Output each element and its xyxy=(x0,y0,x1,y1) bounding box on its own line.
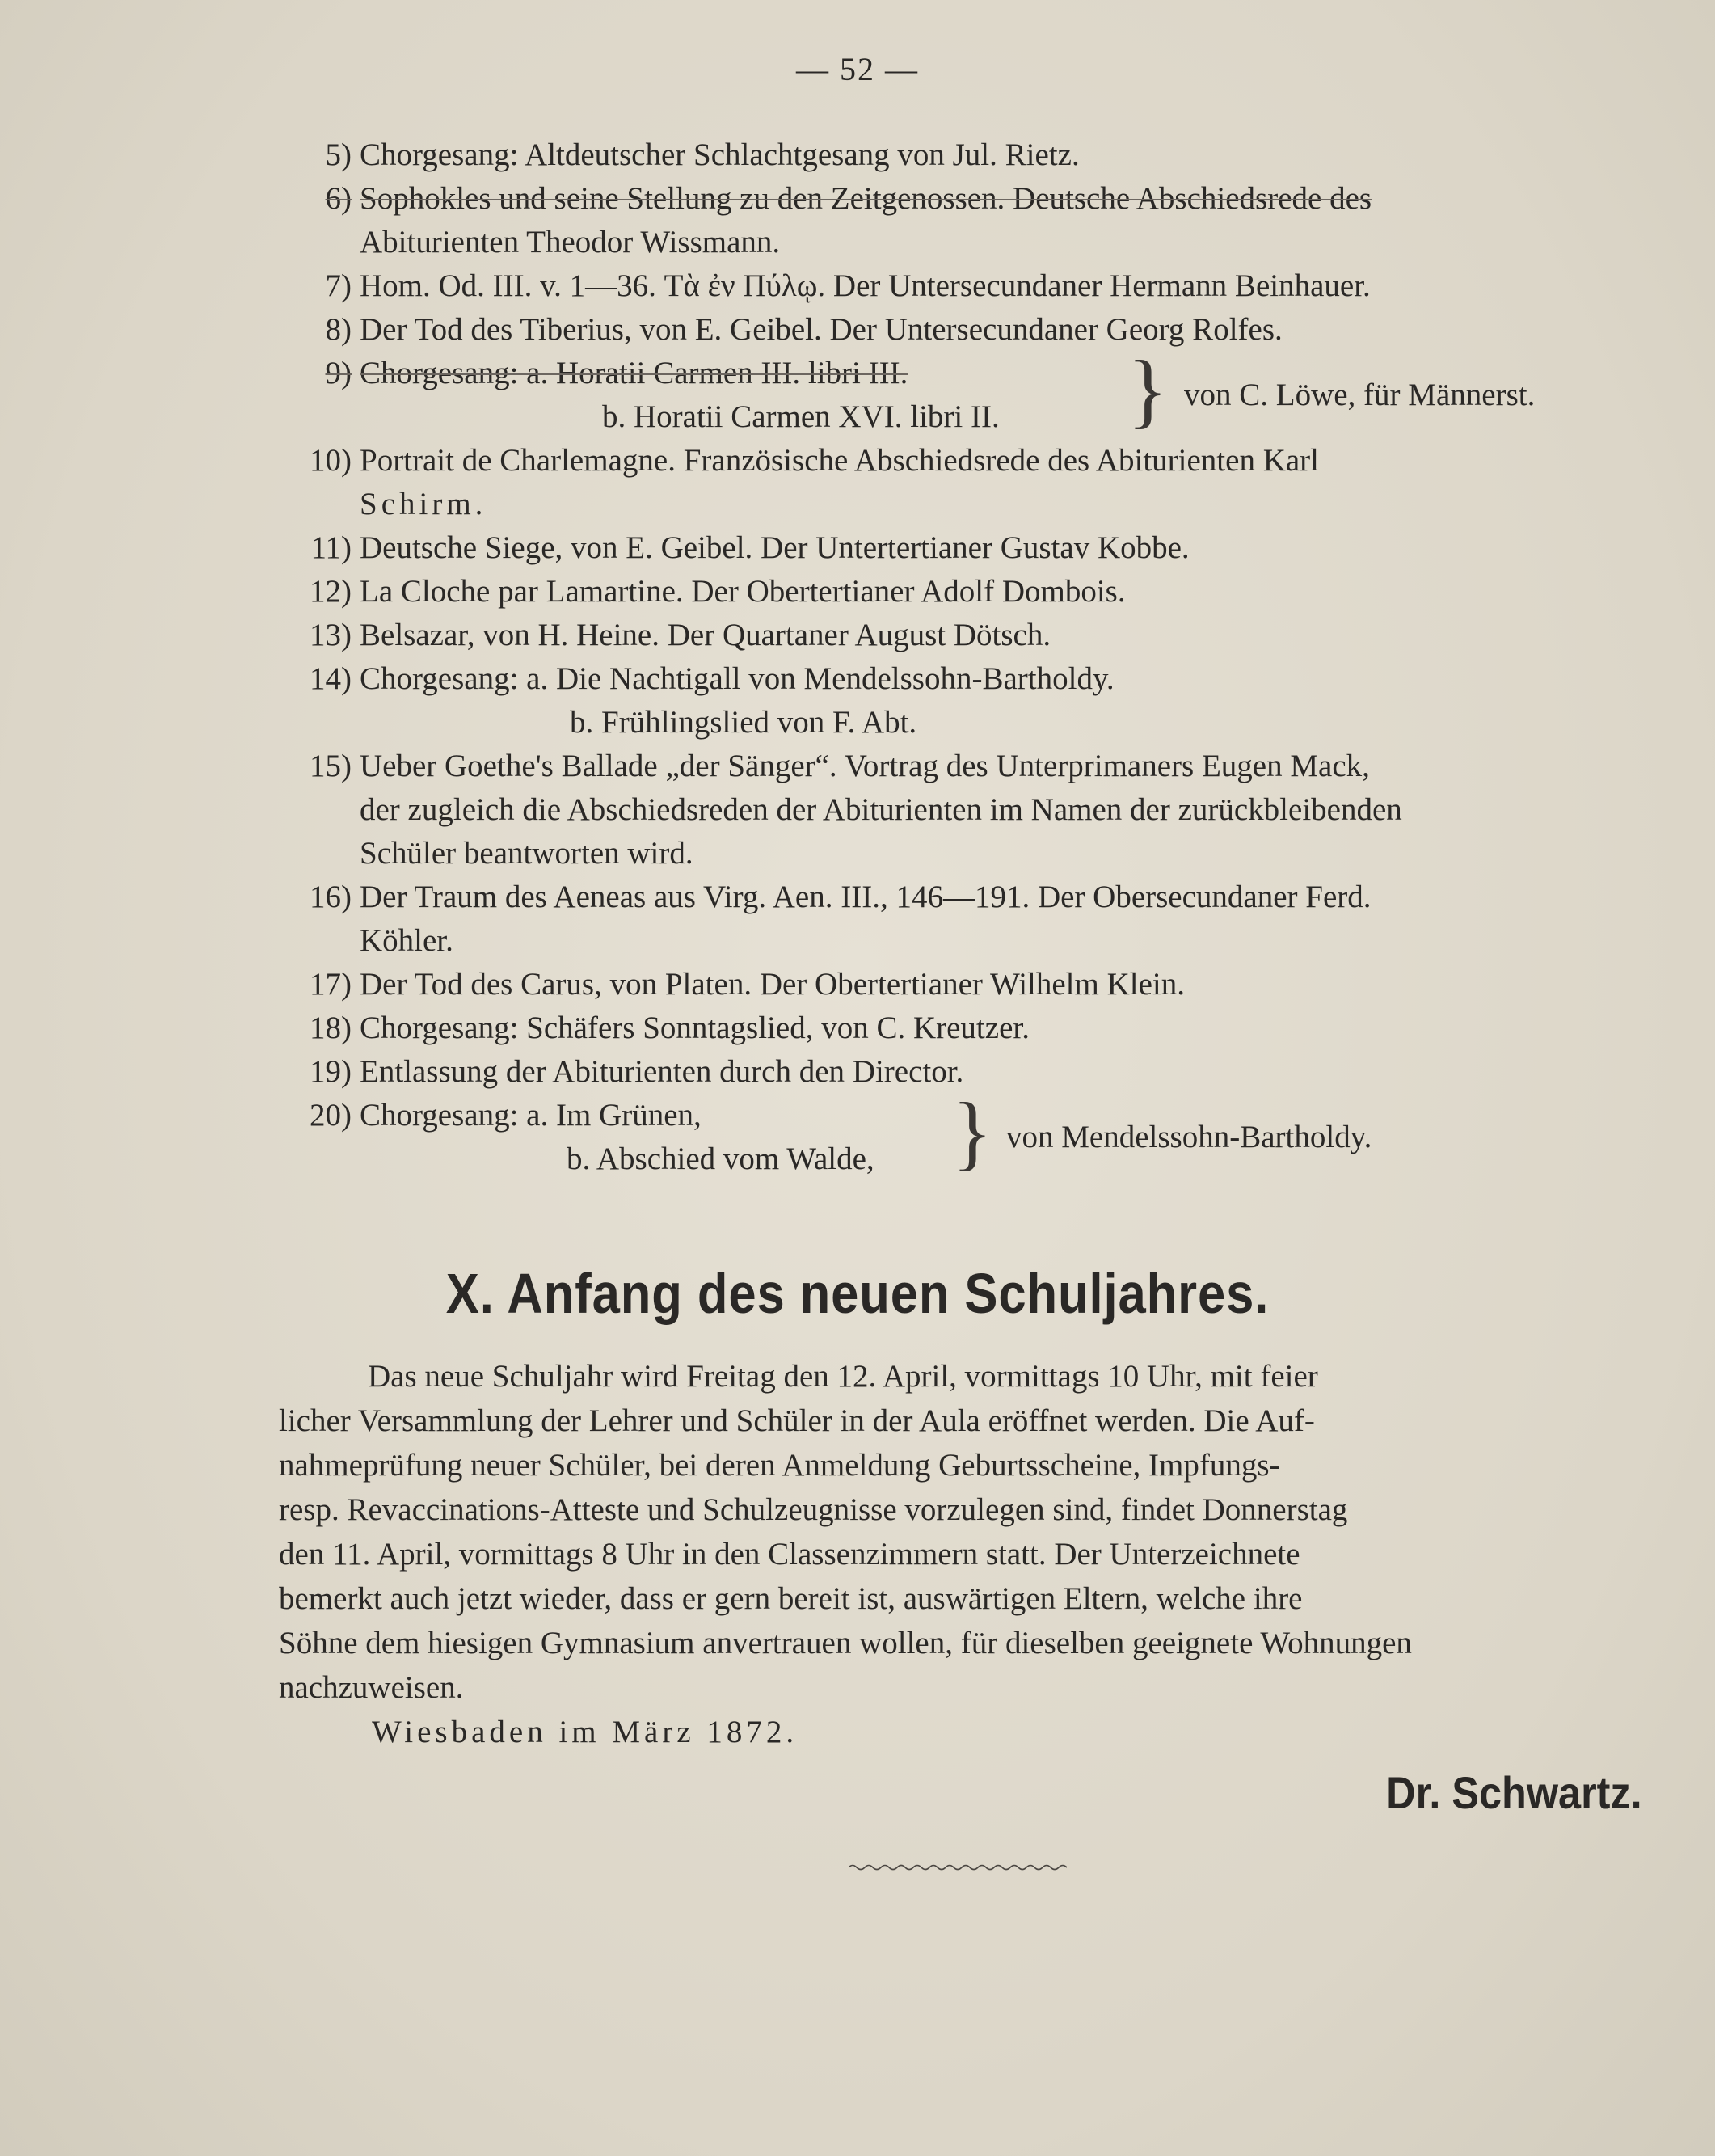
item-line: Schirm. xyxy=(360,487,487,521)
paragraph-line: Söhne dem hiesigen Gymnasium anvertrauen wollen, für dieselben geeignete Wohnungen xyxy=(279,1626,1412,1660)
item-number: 13) xyxy=(310,618,352,652)
item-number: 6) xyxy=(325,181,352,216)
item-line: Portrait de Charlemagne. Französische Abschiedsrede des Abiturienten Karl xyxy=(360,443,1319,478)
list-item xyxy=(275,439,1657,526)
item-number: 5) xyxy=(325,137,352,172)
list-item xyxy=(275,1086,1657,1181)
item-line: Ueber Goethe's Ballade „der Sänger“. Vortrag des Unterprimaners Eugen Mack, xyxy=(360,749,1370,783)
list-item xyxy=(275,657,1657,745)
item-line: der zugleich die Abschiedsreden der Abiturienten im Namen der zurückbleibenden xyxy=(360,792,1402,827)
item-number: 14) xyxy=(310,661,352,696)
item-number: 17) xyxy=(310,967,352,1002)
item-line: Sophokles und seine Stellung zu den Zeitgenossen. Deutsche Abschiedsrede des xyxy=(360,181,1372,216)
item-number: 19) xyxy=(310,1054,352,1089)
list-item xyxy=(275,614,1657,657)
item-line: b. Frühlingslied von F. Abt. xyxy=(570,705,917,740)
list-item xyxy=(275,875,1657,963)
paragraph-line: nahmeprüfung neuer Schüler, bei deren Anmeldung Geburtsscheine, Impfungs- xyxy=(279,1448,1280,1483)
item-line: Abiturienten Theodor Wissmann. xyxy=(360,225,781,259)
item-line: Chorgesang: a. Die Nachtigall von Mendelssohn-Bartholdy. xyxy=(360,661,1115,696)
list-item xyxy=(275,1006,1657,1050)
item-line: Chorgesang: a. Im Grünen, xyxy=(360,1098,702,1133)
section-heading: X. Anfang des neuen Schuljahres. xyxy=(445,1262,1270,1325)
item-number: 7) xyxy=(325,268,352,303)
item-line: Hom. Od. III. v. 1—36. Τὰ ἐν Πύλῳ. Der Untersecundaner Hermann Beinhauer. xyxy=(360,268,1371,303)
item-number: 10) xyxy=(310,443,352,478)
paragraph-line: bemerkt auch jetzt wieder, dass er gern bereit ist, auswärtigen Eltern, welche ihre xyxy=(279,1581,1303,1616)
program-list xyxy=(275,133,1657,1181)
item-line: b. Abschied vom Walde, xyxy=(567,1141,874,1176)
item-number: 18) xyxy=(310,1010,352,1045)
item-line: Schüler beantworten wird. xyxy=(360,836,693,871)
paragraph-line: licher Versammlung der Lehrer und Schüler in der Aula eröffnet werden. Die Auf- xyxy=(279,1403,1315,1438)
brace-mark: } xyxy=(1127,344,1168,437)
list-item xyxy=(275,526,1657,570)
list-item xyxy=(275,308,1657,352)
list-item xyxy=(275,570,1657,614)
item-line: Entlassung der Abiturienten durch den Director. xyxy=(360,1054,964,1089)
item-line: Der Tod des Carus, von Platen. Der Obertertianer Wilhelm Klein. xyxy=(360,967,1185,1002)
list-item xyxy=(275,264,1657,308)
item-line: Der Traum des Aeneas aus Virg. Aen. III., 146—191. Der Obersecundaner Ferd. xyxy=(360,880,1372,914)
item-number: 11) xyxy=(310,530,352,565)
item-line: Deutsche Siege, von E. Geibel. Der Untertertianer Gustav Kobbe. xyxy=(360,530,1190,565)
paragraph-line: resp. Revaccinations-Atteste und Schulzeugnisse vorzulegen sind, findet Donnerstag xyxy=(279,1492,1348,1527)
brace-mark: } xyxy=(952,1086,992,1179)
list-item xyxy=(275,745,1657,875)
list-item xyxy=(275,177,1657,264)
item-number: 12) xyxy=(310,574,352,609)
item-line: Chorgesang: Schäfers Sonntagslied, von C. Kreutzer. xyxy=(360,1010,1030,1045)
item-line: b. Horatii Carmen XVI. libri II. xyxy=(602,399,1000,434)
item-line: Köhler. xyxy=(360,923,453,958)
ornament-divider xyxy=(849,1863,1067,1871)
paragraph-line: den 11. April, vormittags 8 Uhr in den Classenzimmern statt. Der Unterzeichnete xyxy=(279,1537,1300,1572)
item-number: 20) xyxy=(310,1098,352,1133)
paragraph-line: nachzuweisen. xyxy=(279,1670,464,1705)
item-number: 16) xyxy=(310,880,352,914)
paragraph-line: Das neue Schuljahr wird Freitag den 12. April, vormittags 10 Uhr, mit feier xyxy=(368,1359,1318,1394)
list-item xyxy=(275,344,1657,439)
item-number: 15) xyxy=(310,749,352,783)
item-line: Der Tod des Tiberius, von E. Geibel. Der Untersecundaner Georg Rolfes. xyxy=(360,312,1283,347)
item-number: 8) xyxy=(325,312,352,347)
page-number: — 52 — xyxy=(796,51,919,87)
closing-line: Wiesbaden im März 1872. xyxy=(372,1715,799,1749)
item-line: La Cloche par Lamartine. Der Obertertianer Adolf Dombois. xyxy=(360,574,1126,609)
item-line: Belsazar, von H. Heine. Der Quartaner August Dötsch. xyxy=(360,618,1051,652)
signature: Dr. Schwartz. xyxy=(1386,1767,1642,1818)
brace-annotation: von C. Löwe, für Männerst. xyxy=(1184,378,1536,412)
body-paragraph xyxy=(279,1354,1653,1710)
item-line: Chorgesang: a. Horatii Carmen III. libri III. xyxy=(360,356,908,390)
item-line: Chorgesang: Altdeutscher Schlachtgesang von Jul. Rietz. xyxy=(360,137,1080,172)
list-item xyxy=(275,133,1657,177)
list-item xyxy=(275,963,1657,1006)
item-number: 9) xyxy=(325,356,352,390)
brace-annotation: von Mendelssohn-Bartholdy. xyxy=(1006,1120,1372,1154)
